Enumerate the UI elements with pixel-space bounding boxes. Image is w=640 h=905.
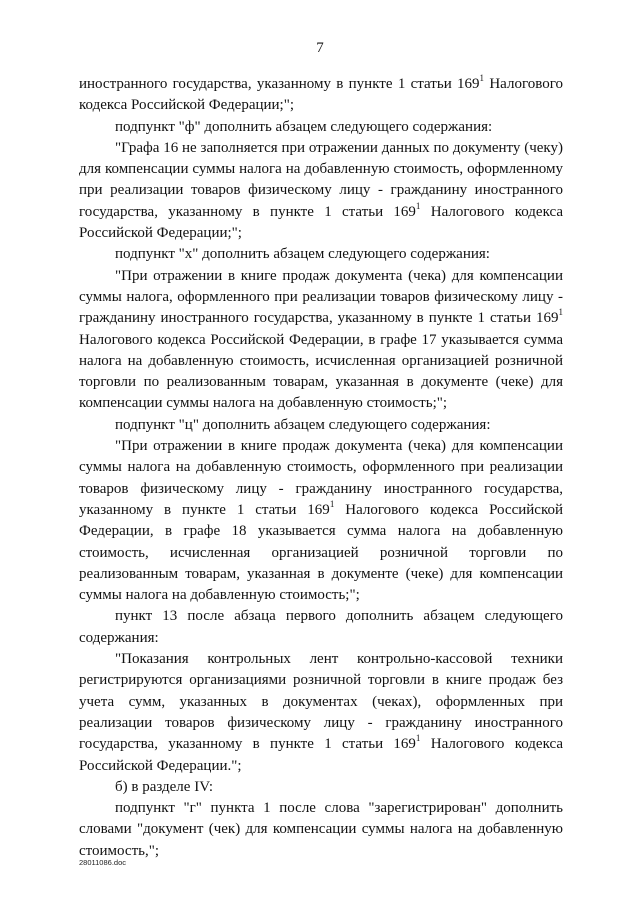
paragraph <box>79 436 563 606</box>
paragraph <box>79 74 563 117</box>
file-name-footer: 28011086.doc <box>79 858 126 867</box>
page-number: 7 <box>316 40 324 56</box>
superscript: 1 <box>415 200 421 211</box>
superscript: 1 <box>329 498 335 509</box>
paragraph <box>79 266 563 415</box>
paragraph-text: подпункт "ф" дополнить абзацем следующего содержания: <box>115 118 493 135</box>
paragraph-text: Налогового кодекса Российской Федерации."; <box>79 736 563 774</box>
paragraph-text: Налогового кодекса Российской Федерации, в графе 18 указывается сумма налога на добавленную стоимость, исчисленная организацией розничной торговли по реализованным товарам, указанная в документе (чеке) для компенсации суммы налога на добавленную стоимость;"; <box>79 501 564 604</box>
paragraph <box>79 798 563 862</box>
paragraph-text: иностранного государства, указанному в пункте 1 статьи 169 <box>79 76 480 92</box>
paragraph-text: "При отражении в книге продаж документа (чека) для компенсации суммы налога на добавленную стоимость, оформленного при реализации товаров физическому лицу - гражданину иностранного государства, указанному в пункте 1 статьи 169 <box>79 438 563 518</box>
superscript: 1 <box>558 307 563 318</box>
paragraph <box>79 777 563 798</box>
paragraph-text: подпункт "х" дополнить абзацем следующего содержания: <box>115 246 490 263</box>
superscript: 1 <box>415 733 421 744</box>
paragraph <box>79 649 563 777</box>
paragraph-text: Налогового кодекса Российской Федерации, в графе 17 указывается сумма налога на добавленную стоимость, исчисленная организацией розничной торговли по реализованным товарам, указанная в документе (чеке) для компенсации суммы налога на добавленную стоимость;"; <box>79 331 563 412</box>
paragraph <box>79 244 563 265</box>
paragraph-text: Налогового кодекса Российской Федерации;"; <box>79 203 563 242</box>
paragraph-text: "При отражении в книге продаж документа (чека) для компенсации суммы налога, оформленного при реализации товаров физическому лицу - гражданину иностранного государства, указанному в пункте 1 статьи 169 <box>79 267 563 327</box>
paragraph-text: "Показания контрольных лент контрольно-кассовой техники регистрируются организациями розничной торговли в книге продаж без учета сумм, указанных в документах (чеках), оформленных при реализации товаров физическому лицу - гражданину иностранного государства, указанному в пункте 1 статьи 169 <box>79 651 563 753</box>
paragraph-text: "Графа 16 не заполняется при отражении данных по документу (чеку) для компенсации суммы налога на добавленную стоимость, оформленному при реализации товаров физическому лицу - гражданину иностранного государства, указанному в пункте 1 статьи 169 <box>79 139 563 220</box>
paragraph-text: б) в разделе IV: <box>115 778 214 795</box>
paragraph <box>79 138 563 244</box>
paragraph-text: пункт 13 после абзаца первого дополнить абзацем следующего содержания: <box>79 608 563 646</box>
superscript: 1 <box>479 73 485 83</box>
document-body <box>79 74 563 862</box>
paragraph-text: подпункт "ц" дополнить абзацем следующего содержания: <box>115 416 491 433</box>
paragraph <box>79 606 563 649</box>
paragraph <box>79 415 563 436</box>
paragraph <box>79 117 563 138</box>
paragraph-text: Налогового кодекса Российской Федерации;"; <box>79 76 563 114</box>
paragraph-text: подпункт "г" пункта 1 после слова "зарегистрирован" дополнить словами "документ (чек) для компенсации суммы налога на добавленную стоимость,"; <box>79 800 563 859</box>
